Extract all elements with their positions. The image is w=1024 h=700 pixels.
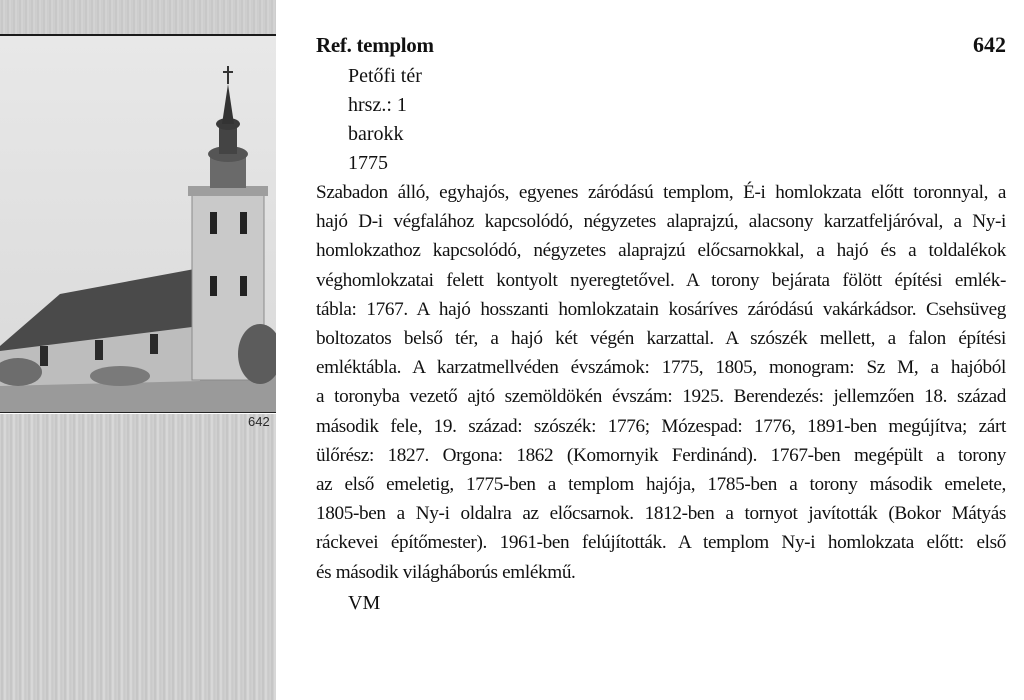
entry-title: Ref. templom <box>316 33 434 57</box>
description-line: 1805-ben a Ny-i oldalra az előcsarnok. 1812-ben a tornyot javították (Bokor Mátyás <box>316 503 1006 525</box>
description-line: boltozatos belső tér, a hajó két végén karzattal. A szószék mellett, a falon építési <box>316 328 1006 350</box>
entry-text-column <box>316 32 1006 618</box>
description-line: Szabadon álló, egyhajós, egyenes záródású templom, É-i homlokzata előtt toronnyal, a <box>316 182 1006 203</box>
photo-top-band <box>0 0 276 36</box>
description-line: a toronyba vezető ajtó szemöldökén évszám: 1925. Berendezés: jellemzően 18. század <box>316 386 1006 408</box>
entry-year: 1775 <box>348 152 388 174</box>
description-line: emléktábla. A karzatmellvéden évszámok: 1775, 1805, monogram: Sz M, a hajóból <box>316 357 1006 379</box>
description-line: és második világháborús emlékmű. <box>316 561 576 583</box>
photo-bottom-band <box>0 414 276 700</box>
entry-number: 642 <box>973 32 1006 57</box>
entry-style: barokk <box>348 123 404 145</box>
church-photo <box>0 36 276 413</box>
entry-parcel: hrsz.: 1 <box>348 94 407 116</box>
description-line: tábla: 1767. A hajó hosszanti homlokzatain kosáríves záródású vakárkádsor. Csehsüveg <box>316 298 1006 320</box>
description-line: második fele, 19. század: szószék: 1776; Mózespad: 1776, 1891-ben megújítva; zárt <box>316 415 1006 437</box>
description-line: hajó D-i végfalához kapcsolódó, négyzetes alaprajzú, alacsony karzatfeljáróval, a Ny-i <box>316 211 1006 233</box>
church-photo-image <box>0 36 276 412</box>
entry-address: Petőfi tér <box>348 65 422 87</box>
description-line: az első emeletig, 1775-ben a templom hajója, 1785-ben a torony második emelete, <box>316 474 1006 496</box>
description-line: ülőrész: 1827. Orgona: 1862 (Komornyik Ferdinánd). 1767-ben megépült a torony <box>316 444 1006 466</box>
photo-caption: 642 <box>248 414 270 429</box>
entry-description <box>316 178 1006 587</box>
description-line: homlokzathoz kapcsolódó, négyzetes alaprajzú előcsarnokkal, a hajó és a toldalékok <box>316 240 1006 262</box>
entry-author: VM <box>348 591 381 614</box>
description-line: véghomlokzatai felett kontyolt nyeregtetővel. A torony bejárata fölött építési emlék- <box>316 269 1006 291</box>
photo-column <box>0 0 276 700</box>
description-line: ráckevei építőmester). 1961-ben felújították. A templom Ny-i homlokzata előtt: első <box>316 532 1006 554</box>
entry-header <box>316 32 1006 62</box>
